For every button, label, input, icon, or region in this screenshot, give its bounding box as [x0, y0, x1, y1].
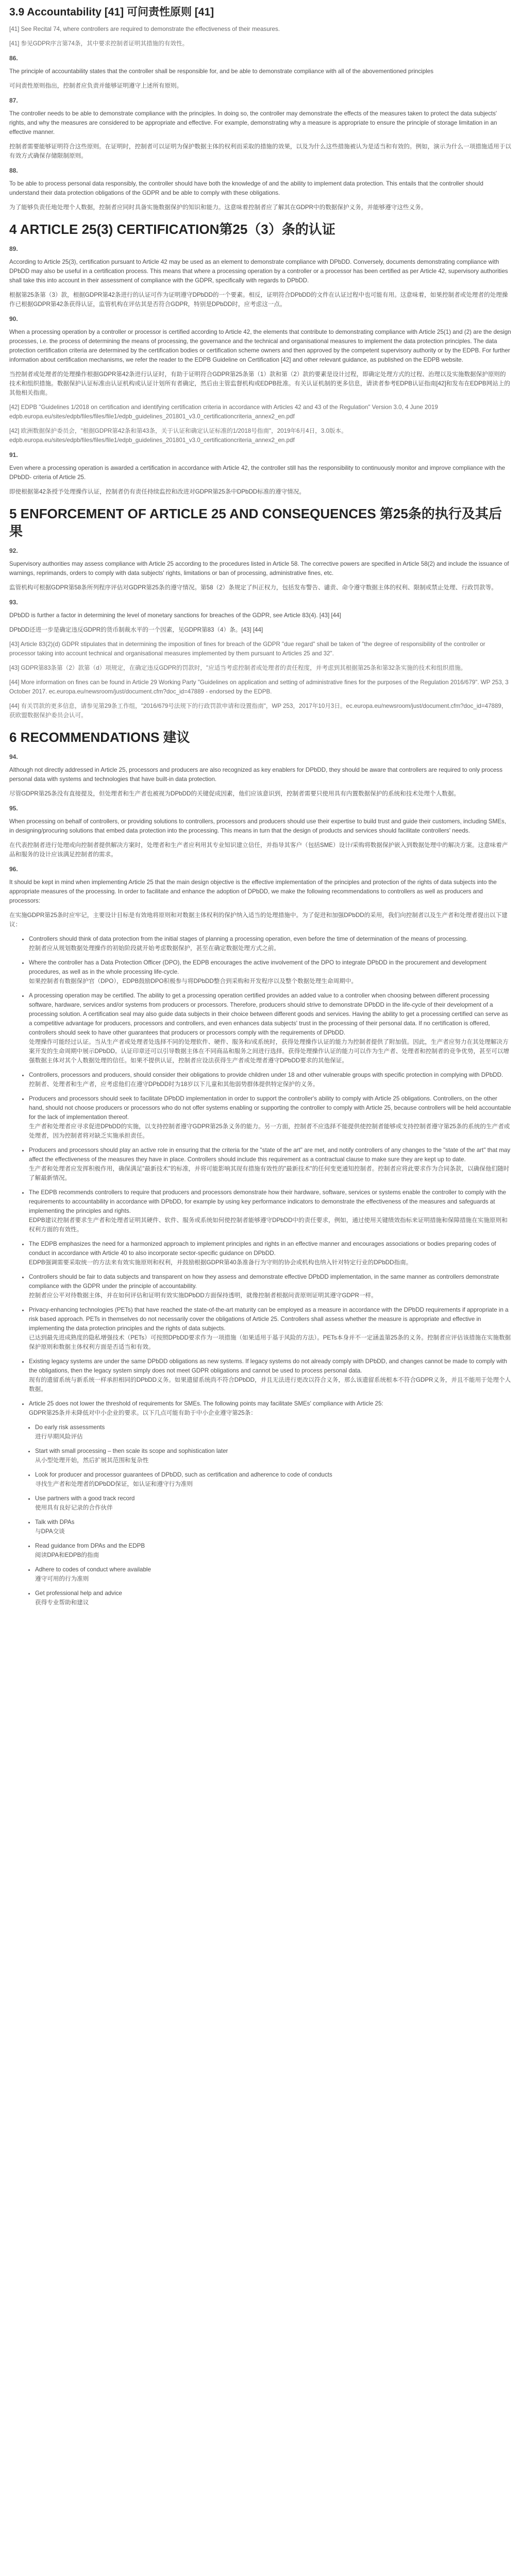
list-item — [29, 1146, 512, 1183]
list-item-english: • Privacy-enhancing technologies (PETs) that have reached the state-of-the-art maturity can be employed as a measure in accordance with the DPbDD requirements if appropriate in a risk based approach. PETs in themselves do not necessarily cover the obligations of Article 25. Controllers shall assess whether the measure is appropriate and effective in implementing the data protection principles and the rights of data subjects. — [29, 1307, 509, 1332]
list-item-english: • The EDPB emphasizes the need for a harmonized approach to implement principles and rights in an effective manner and encourages associations or bodies preparing codes of conduct in accordance with Article 40 to also incorporate sector-specific guidance on DPbDD. — [29, 1241, 496, 1257]
list-item-english: • Talk with DPAs — [35, 1519, 75, 1526]
list-item-english: • Producers and processors should seek to facilitate DPbDD implementation in order to support the controller's ability to comply with Article 25 obligations. Controllers, on the other hand, should not choose producers or processors who do not offer systems enabling or supporting the controller to comply with Article 25, because controllers will be held accountable for the lack of implementation thereof. — [29, 1095, 511, 1121]
paragraph: 根据第25条第（3）款，根据GDPR第42条进行的认证可作为证明遵守DPbDD的一个要素。相反，证明符合DPbDD的文件在认证过程中也可能有用。这意味着，如果控制者或处理者的处理操作已根据GDPR第42条获得认证，监管机构在评估其是否符合GDPR，特别是DPbDD时，应考虑这一点。 — [9, 292, 508, 308]
list-item-english: • Controllers, processors and producers, should consider their obligations to provide children under 18 and other vulnerable groups with specific protection in complying with DPbDD. — [29, 1072, 503, 1078]
list-item-chinese: 处理操作可能经过认证。当从生产者或处理者处选择不同的处理软件、硬件、服务和/或系统时，获得处理操作认证的能力为控制者提供了附加值。因此，生产者应努力在其处理解决方案开发的生命周期中展示DPbDD。认证印章还可以引导数据主体在不同商品和服务之间进行选择。获得处理操作认证的能力可以作为生产者、处理者和控制者的竞争优势，甚至可以增强数据主体对其个人数据处理的信任。如果不提供认证，控制者应设法获得生产者或处理者遵守DPbDD要求的其他保证。 — [29, 1039, 510, 1064]
list-item — [29, 1240, 512, 1267]
recommendations-list — [9, 935, 512, 1418]
list-item-chinese: EDPB建议控制者要求生产者和处理者证明其硬件、软件、服务或系统如何使控制者能够遵守DPbDD中的责任要求，例如，通过使用关键绩效指标来证明措施和保障措施在实施原则和权利方面的有效性。 — [29, 1217, 508, 1233]
list-item-english: • Article 25 does not lower the threshold of requirements for SMEs. The following points may facilitate SMEs' compliance with Article 25: — [29, 1400, 383, 1407]
paragraph: The controller needs to be able to demonstrate compliance with the principles. In doing so, the controller may demonstrate the effects of the measures taken to protect the data subjects' rights, and why the measures are considered to be appropriate and effective. For example, demonstrating why a measure is appropriate to ensure the principle of storage limitation in an effective manner. — [9, 110, 497, 135]
paragraph: The principle of accountability states that the controller shall be responsible for, and be able to demonstrate compliance with all of the abovementioned principles — [9, 68, 433, 75]
paragraph: 当控制者或处理者的处理操作根据GDPR第42条进行认证时，有助于证明符合GDPR第25条第（1）款和第（2）款的要素是设计过程，即确定处理方式的过程、治理以及实施数据保护原则的技术和组织措施。数据保护认证标准由认证机构或认证计划所有者确定，然后由主管监督机构或EDPB批准。有关认证机制的更多信息，请读者参考EDPB认证指南[42]和发布在EDPB网站上的其他相关指南。 — [9, 371, 510, 396]
paragraph-number: 95. — [9, 805, 18, 812]
paragraph: Even where a processing operation is awarded a certification in accordance with Article 42, the controller still has the responsibility to continuously monitor and improve compliance with the DPbDD- criteria of Article 25. — [9, 465, 506, 481]
list-item-english: • Producers and processors should play an active role in ensuring that the criteria for the "state of the art" are met, and notify controllers of any changes to the "state of the art" that may affect the effectiveness of the measures they have in place. Controllers should include this requirement as a contractual clause to make sure they are kept up to date. — [29, 1147, 511, 1163]
list-item-english: • The EDPB recommends controllers to require that producers and processors demonstrate how their hardware, software, services or systems enable the controller to comply with the requirements to accountability in accordance with DPbDD, for example by using key performance indicators to demonstrate the effectiveness of the measures and safeguards at implementing the principles and rights. — [29, 1189, 506, 1214]
list-item-chinese: 控制者、处理者和生产者，应考虑他们在遵守DPbDD时为18岁以下儿童和其他弱势群体提供特定保护的义务。 — [29, 1081, 319, 1088]
paragraph: DPbDD is further a factor in determining the level of monetary sanctions for breaches of the GDPR, see Article 83(4). [43] [44] — [9, 612, 341, 619]
list-item-chinese: 使用具有良好记录的合作伙伴 — [35, 1504, 113, 1511]
list-item-english: • Look for producer and processor guarantees of DPbDD, such as certification and adherence to code of conducts — [35, 1471, 332, 1478]
list-item-chinese: GDPR第25条并未降低对中小企业的要求。以下几点可能有助于中小企业遵守第25条： — [29, 1410, 257, 1416]
list-item — [35, 1565, 512, 1584]
section-heading: 6 RECOMMENDATIONS 建议 — [9, 730, 190, 745]
paragraph: 监管机构可根据GDPR第58条所列程序评估对GDPR第25条的遵守情况。第58（2）条规定了纠正权力，包括发布警告、谴责、命令遵守数据主体的权利、限制或禁止处理、行政罚款等。 — [9, 584, 497, 591]
list-item — [35, 1494, 512, 1513]
list-item — [29, 1306, 512, 1352]
list-item-chinese: 控制者应从规划数据处理操作的初始阶段就开始考虑数据保护，甚至在确定数据处理方式之前。 — [29, 945, 280, 952]
list-item — [35, 1447, 512, 1465]
paragraph-number: 93. — [9, 599, 18, 606]
paragraph: 为了能够负责任地处理个人数据，控制者应同时具备实施数据保护的知识和能力。这意味着控制者应了解其在GDPR中的数据保护义务，并能够遵守这些义务。 — [9, 204, 427, 211]
list-item — [29, 935, 512, 953]
list-item-chinese: 进行早期风险评估 — [35, 1433, 83, 1440]
paragraph: To be able to process personal data responsibly, the controller should have both the knowledge of and the ability to implement data protection. This entails that the controller should understand their data protection obligations of the GDPR and be able to comply with these obligations. — [9, 180, 483, 196]
section-heading: 4 ARTICLE 25(3) CERTIFICATION第25（3）条的认证 — [9, 222, 335, 237]
paragraph: 在代表控制者进行处理或向控制者提供解决方案时，处理者和生产者应利用其专业知识建立信任，并指导其客户（包括SME）设计/采购将数据保护嵌入到数据处理中的解决方案。这意味着产品和服务的设计应该满足控制者的需求。 — [9, 842, 508, 858]
list-item-chinese: 生产者和处理者应寻求促进DPbDD的实施，以支持控制者遵守GDPR第25条义务的能力。另一方面，控制者不应选择不能提供使控制者能够或支持控制者遵守第25条的系统的生产者或处理者，因为控制者将对缺乏实施承担责任。 — [29, 1123, 510, 1139]
paragraph-number: 88. — [9, 167, 18, 174]
list-item — [29, 1071, 512, 1089]
section-heading: 3.9 Accountability [41] 可问责性原则 [41] — [9, 6, 214, 18]
paragraph: Although not directly addressed in Article 25, processors and producers are also recognized as key enablers for DPbDD, they should be aware that controllers are required to only process personal data with systems and technologies that have built-in data protection. — [9, 767, 502, 783]
list-item — [35, 1589, 512, 1607]
footnote-reference: [43] GDPR第83条第（2）款第（d）项规定，在确定违反GDPR的罚款时，"应适当考虑控制者或处理者的责任程度，并考虑到其根据第25条和第32条实施的技术和组织措施。 — [9, 665, 467, 671]
paragraph: When processing on behalf of controllers, or providing solutions to controllers, processors and producers should use their expertise to build trust and guide their customers, including SMEs, in designing/procuring solutions that embed data protection into the processing. This means in turn that the design of products and services should facilitate controllers' needs. — [9, 818, 507, 834]
list-item-chinese: 寻找生产者和处理者的DPbDD保证，如认证和遵守行为准则 — [35, 1481, 193, 1487]
list-item-english: • Adhere to codes of conduct where available — [35, 1566, 151, 1573]
list-item-chinese: 获得专业帮助和建议 — [35, 1599, 89, 1606]
paragraph-number: 89. — [9, 245, 18, 252]
list-item — [29, 1094, 512, 1141]
list-item-chinese: 生产者和处理者应发挥积极作用，确保满足"最新技术"的标准，并将可能影响其现有措施有效性的"最新技术"的任何变更通知控制者。控制者应将此要求作为合同条款，以确保他们随时了解最新情况。 — [29, 1165, 510, 1181]
list-item — [29, 991, 512, 1065]
list-item-chinese: 现有的遗留系统与新系统一样承担相同的DPbDD义务。如果遗留系统尚不符合DPbDD，并且无法进行更改以符合义务，那么该遗留系统根本不符合GDPR义务，并且不能用于处理个人数据。 — [29, 1377, 511, 1393]
paragraph: 控制者需要能够证明符合这些原则。在证明时，控制者可以证明为保护数据主体的权利而采取的措施的效果，以及为什么这些措施被认为是适当和有效的。例如，演示为什么一项措施适用于以有效方式确保存储限制原则。 — [9, 143, 511, 159]
list-item — [29, 1399, 512, 1418]
footnote-reference: [41] 参见GDPR序言第74条，其中要求控制者证明其措施的有效性。 — [9, 40, 189, 47]
list-item — [29, 1188, 512, 1234]
footnote-reference: [43] Article 83(2)(d) GDPR stipulates that in determining the imposition of fines for breach of the GDPR "due regard" shall be taken of "the degree of responsibility of the controller or processor taking into account technical and organisational measures implemented by them pursuant to Articles 25 and 32". — [9, 641, 485, 657]
paragraph-number: 92. — [9, 547, 18, 554]
paragraph: DPbDD还进一步是确定违反GDPR的货币制裁水平的一个因素，见GDPR第83（4）条。[43] [44] — [9, 626, 263, 633]
footnote-reference: [44] 有关罚款的更多信息，请参见第29条工作组，"2016/679号法规下的行政罚款申请和设置指南"，WP 253，2017年10月3日。ec.europa.eu/newsroom/just/document.cfm?doc_id=47889，获欧盟数据保护委员会认可。 — [9, 703, 508, 719]
list-item-english: • Do early risk assessments — [35, 1424, 105, 1431]
section-heading: 5 ENFORCEMENT OF ARTICLE 25 AND CONSEQUENCES 第25条的执行及其后果 — [9, 506, 502, 539]
paragraph: 尽管GDPR第25条没有直接提及，但处理者和生产者也被视为DPbDD的关键促成因素，他们应该意识到，控制者需要只使用具有内置数据保护的系统和技术处理个人数据。 — [9, 790, 460, 797]
list-item-english: • Start with small processing – then scale its scope and sophistication later — [35, 1448, 228, 1454]
list-item — [29, 1357, 512, 1394]
list-item — [29, 958, 512, 986]
paragraph: It should be kept in mind when implementing Article 25 that the main design objective is the effective implementation of the principles and protection of the rights of data subjects into the appropriate measures of the processing. In order to facilitate and enhance the adoption of DPbDD, we make the following recommendations to controllers as well as producers and processors: — [9, 879, 497, 904]
list-item-chinese: 遵守可用的行为准则 — [35, 1575, 89, 1582]
sme-tips-list — [9, 1423, 512, 1607]
list-item-english: • Get professional help and advice — [35, 1590, 122, 1597]
list-item-english: • A processing operation may be certified. The ability to get a processing operation certified provides an added value to a controller when choosing between different processing software, hardware, services and/or systems from producers or processors. Therefore, producers should strive to demonstrate DPbDD in the life-cycle of their development of a processing solution. A certification seal may also guide data subjects in their choice between different goods and services. Having the ability to get a processing certified can serve as a competitive advantage for producers, processors and controllers, and even enhances data subjects' trust in the processing of their personal data. If no certification is offered, controllers should seek to have other guarantees that producers or processors comply with the requirements of DPbDD. — [29, 992, 508, 1036]
paragraph: 可问责性原则指出，控制者应负责并能够证明遵守上述所有原则。 — [9, 82, 183, 89]
footnote-reference: [41] See Recital 74, where controllers are required to demonstrate the effectiveness of their measures. — [9, 26, 280, 32]
list-item — [35, 1423, 512, 1442]
paragraph: When a processing operation by a controller or processor is certified according to Article 42, the elements that contribute to demonstrating compliance with Article 25(1) and (2) are the design processes, i.e. the process of determining the means of processing, the governance and the technical and organisational measures to implement the data protection principles. The data protection certification criteria are determined by the certification bodies or certification scheme owners and then approved by the competent supervisory authority or by the EDPB. For further information about certification mechanisms, we refer the reader to the EDPB Guideline on Certification [42] and other relevant guidance, as published on the EDPB website. — [9, 329, 511, 363]
list-item-english: • Controllers should think of data protection from the initial stages of planning a processing operation, even before the time of determination of the means of processing. — [29, 936, 468, 942]
list-item-english: • Read guidance from DPAs and the EDPB — [35, 1543, 145, 1549]
paragraph-number: 91. — [9, 451, 18, 459]
paragraph: Supervisory authorities may assess compliance with Article 25 according to the procedures listed in Article 58. The corrective powers are specified in Article 58(2) and include the issuance of warnings, reprimands, orders to comply with data subjects' rights, limitations or ban of processing, administrative fines, etc. — [9, 561, 509, 577]
list-item — [35, 1518, 512, 1536]
list-item-chinese: 如果控制者有数据保护官（DPO），EDPB鼓励DPO积极参与将DPbDD整合到采购和开发程序以及整个数据处理生命周期中。 — [29, 978, 358, 985]
footnote-reference: [42] EDPB "Guidelines 1/2018 on certification and identifying certification criteria in accordance with Articles 42 and 43 of the Regulation" Version 3.0, 4 June 2019 edpb.europa.eu/sites/edpb/files/files/file1/edpb_guidelines_201801_v3.0_certificationcriteria_annex2_en.pdf — [9, 404, 438, 420]
paragraph-number: 96. — [9, 866, 18, 873]
paragraph: 在实施GDPR第25条时应牢记，主要设计目标是有效地将原则和对数据主体权利的保护纳入适当的处理措施中。为了促进和加强DPbDD的采用，我们向控制者以及生产者和处理者提出以下建议： — [9, 912, 508, 928]
list-item — [29, 1273, 512, 1300]
footnote-reference: [42] 欧洲数据保护委员会，"根据GDPR第42条和第43条，关于认证和确定认证标准的1/2018号指南"，2019年6月4日，3.0版本。edpb.europa.eu/sites/edpb/files/files/file1/edpb_guidelines_201801_v3.0_certificationcriteria_annex2_en.pdf — [9, 428, 347, 444]
list-item — [35, 1470, 512, 1489]
list-item-chinese: 已达到最先进成熟度的隐私增强技术（PETs）可按照DPbDD要求作为一项措施（如果适用于基于风险的方法）。PETs本身并不一定涵盖第25条的义务。控制者应评估该措施在实施数据保护原则和数据主体权利方面是否适当和有效。 — [29, 1334, 511, 1350]
list-item-english: • Where the controller has a Data Protection Officer (DPO), the EDPB encourages the active involvement of the DPO to integrate DPbDD in the procurement and development procedures, as well as in the whole processing life-cycle. — [29, 959, 486, 975]
paragraph-number: 90. — [9, 315, 18, 323]
paragraph: According to Article 25(3), certification pursuant to Article 42 may be used as an element to demonstrate compliance with DPbDD. Conversely, documents demonstrating compliance with DPbDD may also be useful in a certification process. This means that where a processing operation by a controller or a processor has been certified as per Article 42, supervisory authorities shall take this into account in their assessment of compliance with the GDPR, specifically with regards to DPbDD. — [9, 259, 508, 284]
footnote-reference: [44] More information on fines can be found in Article 29 Working Party "Guidelines on application and setting of administrative fines for the purposes of the Regulation 2016/679". WP 253, 3 October 2017. ec.europa.eu/newsroom/just/document.cfm?doc_id=47889 - endorsed by the EDPB. — [9, 679, 509, 695]
paragraph: 即使根据第42条授予处理操作认证，控制者仍有责任持续监控和改进对GDPR第25条中DPbDD标准的遵守情况。 — [9, 488, 305, 495]
list-item-chinese: 阅读DPA和EDPB的指南 — [35, 1552, 99, 1558]
list-item-english: • Controllers should be fair to data subjects and transparent on how they assess and demonstrate effective DPbDD implementation, in the same manner as controllers demonstrate compliance with the GDPR under the principle of accountability. — [29, 1274, 499, 1290]
list-item-chinese: 控制者应公平对待数据主体，并在如何评估和证明有效实施DPbDD方面保持透明，就像控制者根据问责原则证明其遵守GDPR一样。 — [29, 1292, 377, 1299]
list-item — [35, 1541, 512, 1560]
list-item-chinese: 从小型处理开始，然后扩展其范围和复杂性 — [35, 1457, 149, 1464]
list-item-english: • Existing legacy systems are under the same DPbDD obligations as new systems. If legacy systems do not already comply with DPbDD, and changes cannot be made to comply with the obligations, then the legacy system simply does not meet GDPR obligations and cannot be used to process personal data. — [29, 1358, 507, 1374]
list-item-english: • Use partners with a good track record — [35, 1495, 135, 1502]
list-item-chinese: 与DPA交谈 — [35, 1528, 65, 1535]
paragraph-number: 87. — [9, 97, 18, 104]
list-item-chinese: EDPB强调需要采取统一的方法来有效实施原则和权利，并鼓励根据GDPR第40条准备行为守则的协会或机构也纳入针对特定行业的DPbDD指南。 — [29, 1259, 412, 1266]
paragraph-number: 94. — [9, 753, 18, 760]
paragraph-number: 86. — [9, 55, 18, 62]
